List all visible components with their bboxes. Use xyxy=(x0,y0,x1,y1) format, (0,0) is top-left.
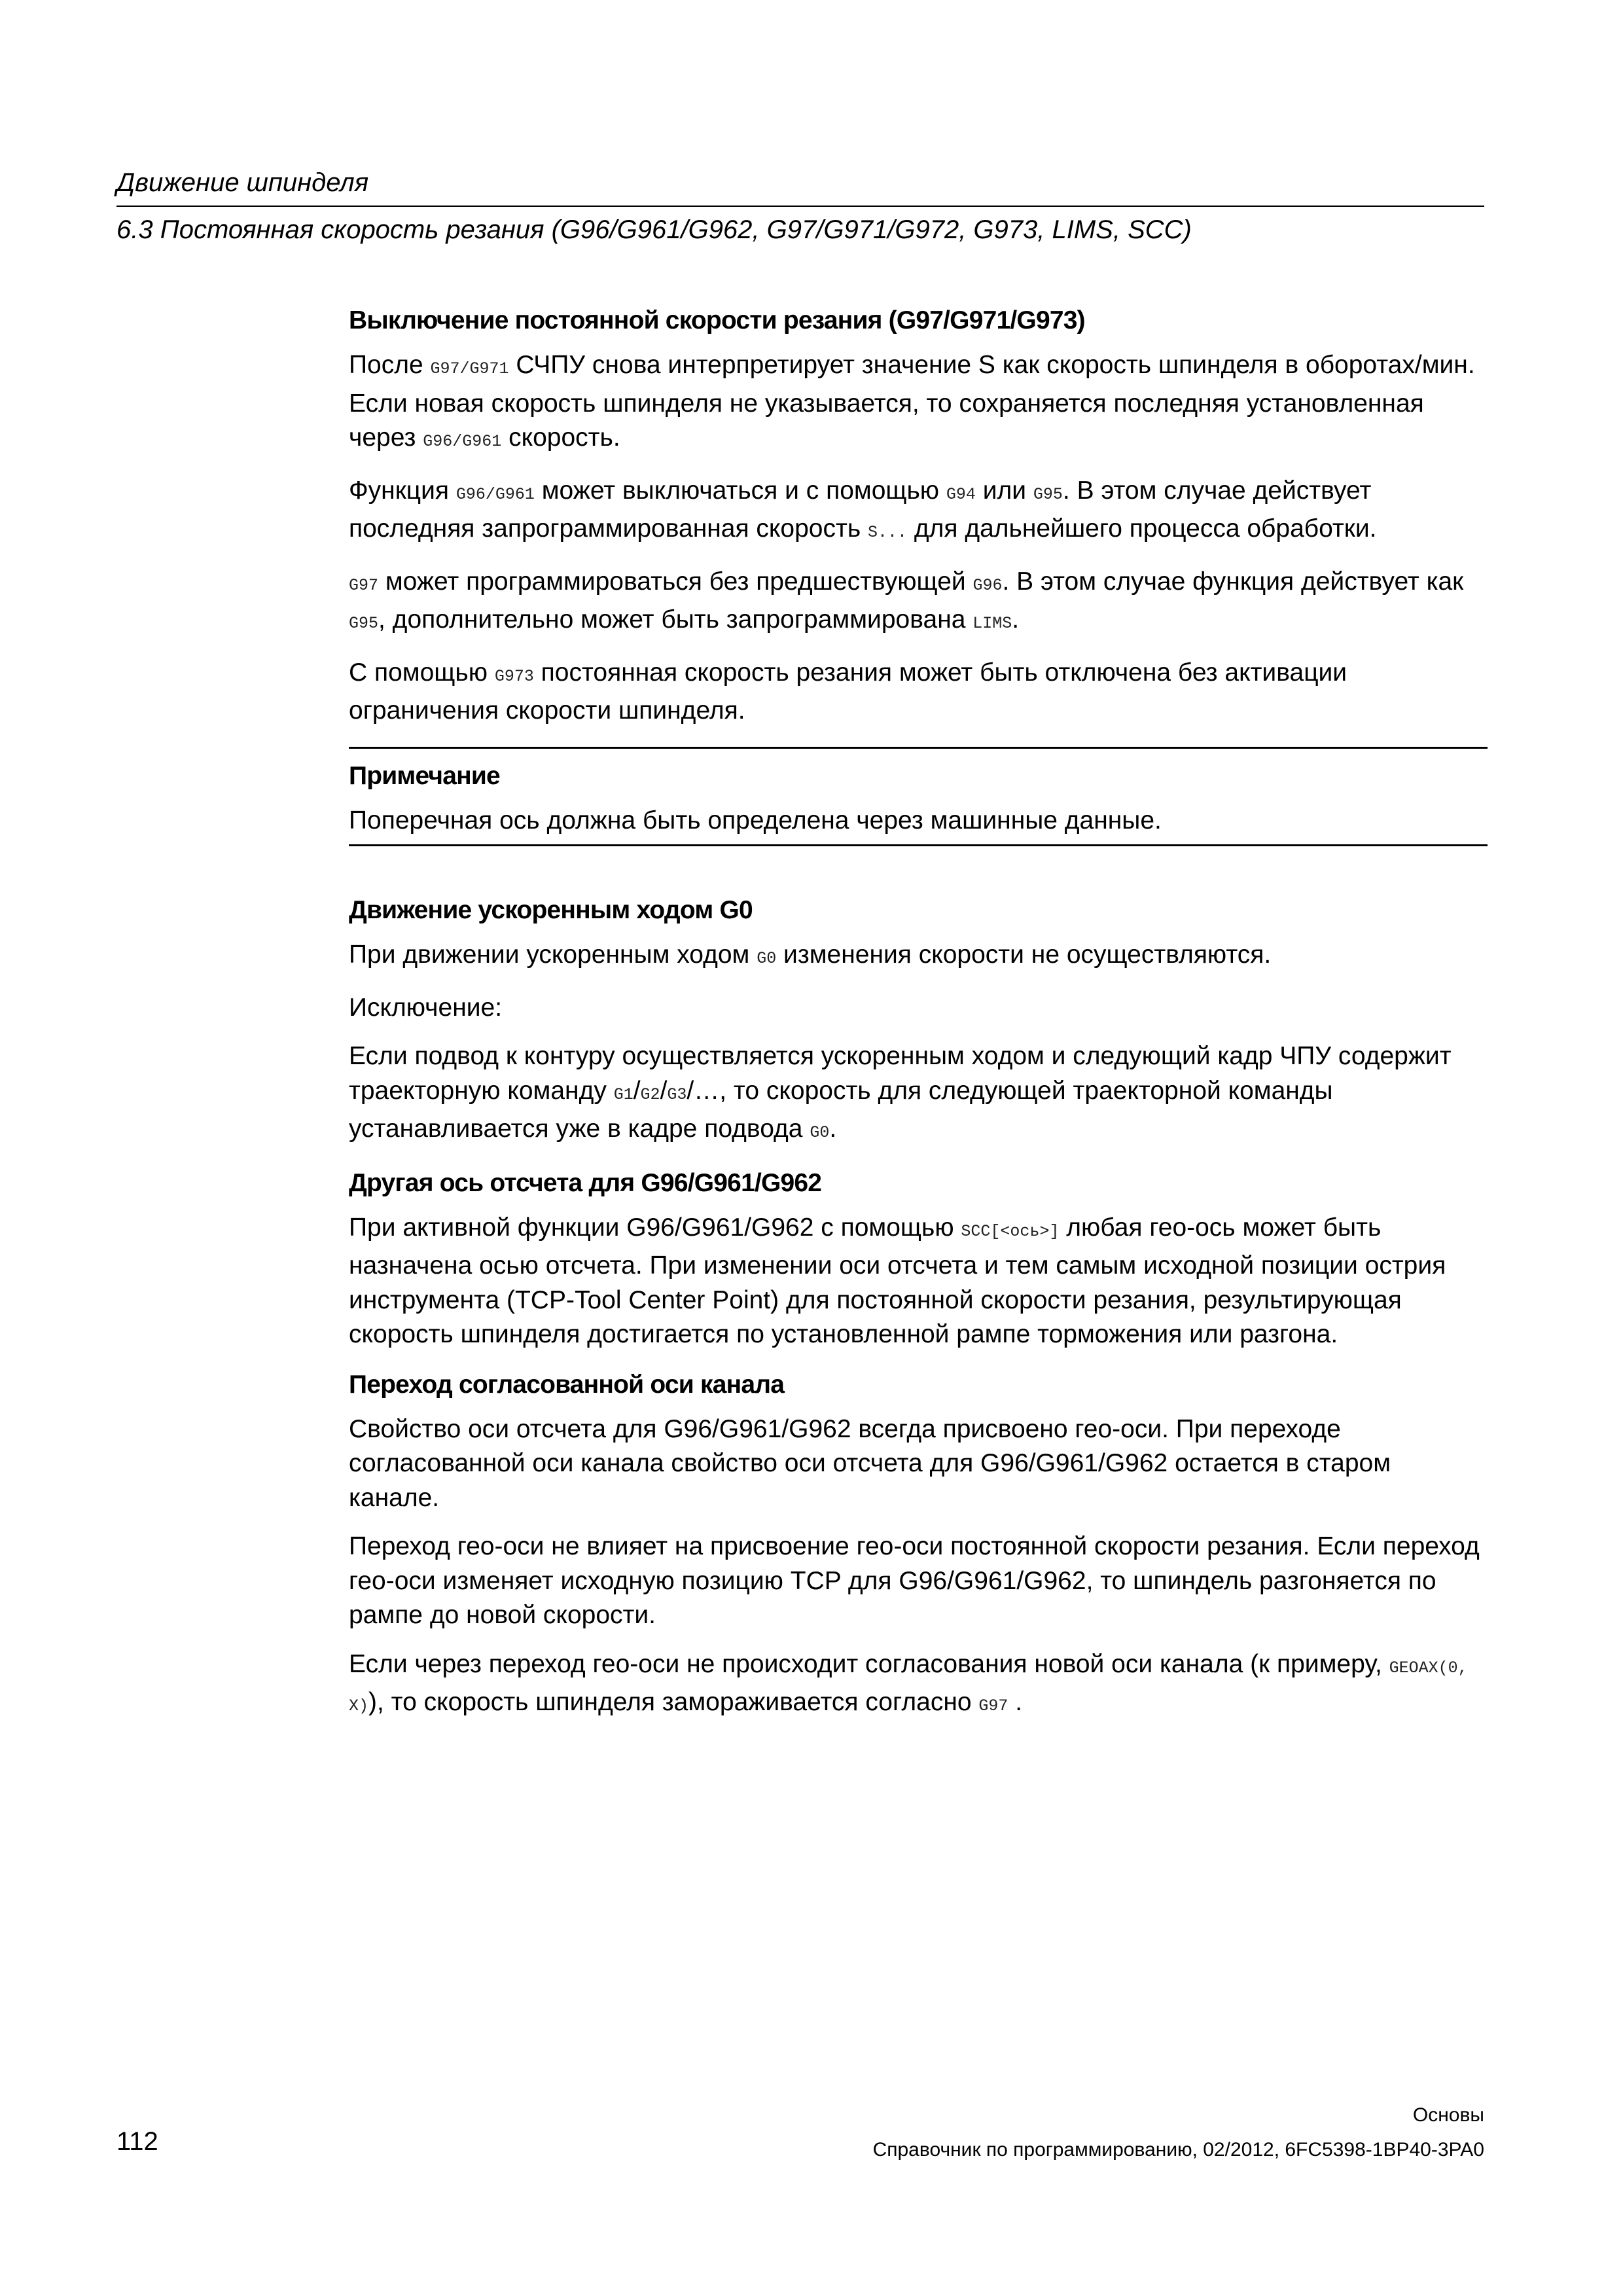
page-header xyxy=(116,164,1484,249)
footer-book-info xyxy=(873,2098,1484,2167)
text-run: . xyxy=(1012,605,1020,634)
text-run: При движении ускоренным ходом xyxy=(349,941,757,969)
text-run: для дальнейшего процесса обработки. xyxy=(907,514,1377,543)
text-run: С помощью xyxy=(349,658,495,687)
paragraph xyxy=(349,348,1488,459)
text-run: любая гео-ось может быть назначена осью отсчета. При изменении оси отсчета и тем самым исходной позиции острия инструмента (TCP-Tool Center Point) для постоянной скорости резания, результирующая скорость шпинделя достигается по установленной рампе торможения или разгона. xyxy=(349,1213,1446,1348)
code-span: G95 xyxy=(349,614,379,633)
text-run: . В этом случае действует последняя запрограммированная скорость xyxy=(349,476,1372,543)
paragraph xyxy=(349,1039,1488,1151)
text-run: СЧПУ снова интерпретирует значение S как скорость шпинделя в оборотах/мин. Если новая скорость шпинделя не указывается, то сохраняется последняя установленная через xyxy=(349,351,1475,452)
text-run: После xyxy=(349,351,431,379)
code-span: G96 xyxy=(972,575,1003,595)
code-span: LIMS xyxy=(972,614,1012,633)
text-run: / xyxy=(660,1076,668,1105)
note-text: Поперечная ось должна быть определена через машинные данные. xyxy=(349,806,1162,834)
paragraph xyxy=(349,1647,1488,1724)
code-span: G1 xyxy=(613,1085,633,1104)
paragraph: Переход гео-оси не влияет на присвоение гео-оси постоянной скорости резания. Если переход гео-оси изменяет исходную позицию TCP для G96/G961/G962, то шпиндель разгоняется по рампе до новой скорости. xyxy=(349,1532,1480,1629)
note-box xyxy=(349,747,1488,847)
text-run: ), то скорость шпинделя замораживается согласно xyxy=(368,1688,979,1716)
code-span: G973 xyxy=(494,666,534,686)
text-run: , дополнительно может быть запрограммирована xyxy=(378,605,973,634)
text-run: может выключаться и с помощью xyxy=(534,476,946,505)
code-span: G96/G961 xyxy=(455,484,535,504)
code-span: G0 xyxy=(757,949,777,968)
code-span: GEOAX(0, X) xyxy=(349,1658,1468,1715)
chapter-title: Движение шпинделя xyxy=(116,168,369,197)
heading-reference-axis: Другая ось отсчета для G96/G961/G962 xyxy=(349,1168,822,1197)
code-span: SCC[<ось>] xyxy=(961,1221,1060,1241)
text-run: . xyxy=(829,1115,837,1143)
code-span: G96/G961 xyxy=(423,432,502,451)
code-span: G3 xyxy=(667,1085,687,1104)
page-number: 112 xyxy=(116,2127,158,2156)
code-span: G95 xyxy=(1033,484,1063,504)
text-run: Если через переход гео-оси не происходит согласования новой оси канала (к примеру, xyxy=(349,1649,1389,1678)
heading-disable-constant-speed: Выключение постоянной скорости резания (G97/G971/G973) xyxy=(349,306,1085,334)
code-span: G0 xyxy=(810,1123,830,1142)
text-run: скорость. xyxy=(501,423,620,452)
text-run: Функция xyxy=(349,476,456,505)
code-span: S... xyxy=(868,523,908,542)
paragraph xyxy=(349,474,1488,550)
heading-rapid-traverse: Движение ускоренным ходом G0 xyxy=(349,896,753,924)
text-run: . xyxy=(1008,1688,1023,1716)
heading-axis-transfer: Переход согласованной оси канала xyxy=(349,1370,785,1399)
paragraph: Свойство оси отсчета для G96/G961/G962 всегда присвоено гео-оси. При переходе согласованной оси канала свойство оси отсчета для G96/G961/G962 остается в старом канале. xyxy=(349,1414,1391,1512)
code-span: G97 xyxy=(978,1696,1008,1715)
paragraph xyxy=(349,565,1488,641)
text-run: . В этом случае функция действует как xyxy=(1002,567,1464,596)
text-run: изменения скорости не осуществляются. xyxy=(776,941,1272,969)
main-content xyxy=(349,302,1488,1738)
text-run: Если подвод к контуру осуществляется ускоренным ходом и следующий кадр ЧПУ содержит траекторную команду xyxy=(349,1042,1452,1105)
paragraph xyxy=(349,656,1488,728)
note-title: Примечание xyxy=(349,761,500,790)
book-title: Основы xyxy=(1412,2104,1484,2126)
code-span: G97 xyxy=(349,575,379,595)
code-span: G2 xyxy=(640,1085,660,1104)
paragraph xyxy=(349,938,1488,977)
section-title: 6.3 Постоянная скорость резания (G96/G961/G962, G97/G971/G972, G973, LIMS, SCC) xyxy=(116,215,1192,244)
text-run: /…, то скорость для следующей траекторной команды устанавливается уже в кадре подвода xyxy=(349,1076,1333,1143)
text-run: / xyxy=(633,1076,641,1105)
header-divider xyxy=(116,206,1484,207)
text-run: или xyxy=(975,476,1033,505)
code-span: G94 xyxy=(946,484,976,504)
page-footer xyxy=(116,2098,1484,2161)
code-span: G97/G971 xyxy=(430,359,509,378)
paragraph xyxy=(349,1211,1488,1352)
book-reference: Справочник по программированию, 02/2012, 6FC5398-1BP40-3PA0 xyxy=(872,2139,1484,2161)
text-run: постоянная скорость резания может быть отключена без активации ограничения скорости шпинделя. xyxy=(349,658,1347,725)
text-run: может программироваться без предшествующей xyxy=(378,567,973,596)
text-run: При активной функции G96/G961/G962 с помощью xyxy=(349,1213,961,1242)
paragraph: Исключение: xyxy=(349,993,503,1022)
